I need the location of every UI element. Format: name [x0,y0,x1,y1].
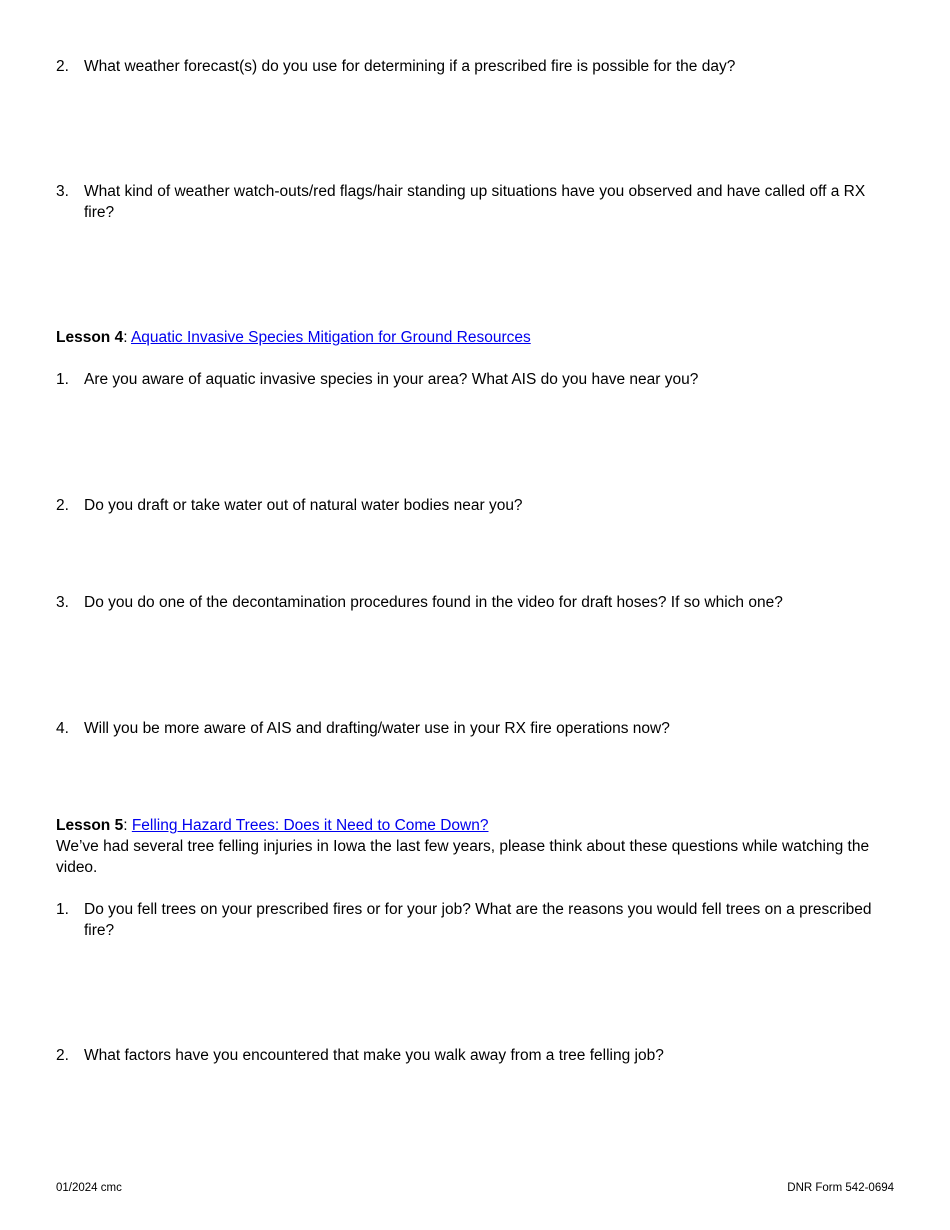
question-number: 1. [56,901,69,918]
question-item [56,592,896,613]
question-text: What kind of weather watch-outs/red flags/hair standing up situations have you observed and have called off a RX fire? [84,183,866,221]
question-item [56,1045,896,1066]
lesson-5-video-link[interactable]: Felling Hazard Trees: Does it Need to Come Down? [131,817,489,834]
question-item [56,495,896,516]
question-number: 3. [56,183,69,200]
question-text: What weather forecast(s) do you use for determining if a prescribed fire is possible for the day? [84,58,736,75]
lesson-5-intro: We’ve had several tree felling injuries in Iowa the last few years, please think about these questions while watching the video. [56,838,870,876]
question-text: Are you aware of aquatic invasive species in your area? What AIS do you have near you? [84,371,699,388]
question-number: 2. [56,1047,69,1064]
question-text: Will you be more aware of AIS and drafting/water use in your RX fire operations now? [84,720,670,737]
question-item [56,369,896,390]
lesson-4-video-link[interactable]: Aquatic Invasive Species Mitigation for Ground Resources [130,329,531,346]
lesson-5-heading [56,815,896,836]
question-item [56,181,896,223]
footer-date: 01/2024 cmc [56,1182,122,1194]
lesson-4-separator: : [123,329,131,346]
footer-form-number: DNR Form 542-0694 [787,1182,894,1194]
question-number: 2. [56,497,69,514]
question-text: Do you fell trees on your prescribed fires or for your job? What are the reasons you would fell trees on a prescribed fire? [84,901,872,939]
lesson-4-heading [56,327,896,348]
lesson-4-label: Lesson 4 [56,329,124,346]
lesson-5-label: Lesson 5 [56,817,124,834]
question-number: 1. [56,371,69,388]
question-text: Do you do one of the decontamination procedures found in the video for draft hoses? If so which one? [84,594,783,611]
question-number: 4. [56,720,69,737]
question-number: 2. [56,58,69,75]
lesson-5-separator: : [123,817,132,834]
question-item [56,56,896,77]
question-item [56,718,896,739]
question-text: What factors have you encountered that make you walk away from a tree felling job? [84,1047,664,1064]
question-number: 3. [56,594,69,611]
question-text: Do you draft or take water out of natural water bodies near you? [84,497,523,514]
question-item [56,899,896,941]
